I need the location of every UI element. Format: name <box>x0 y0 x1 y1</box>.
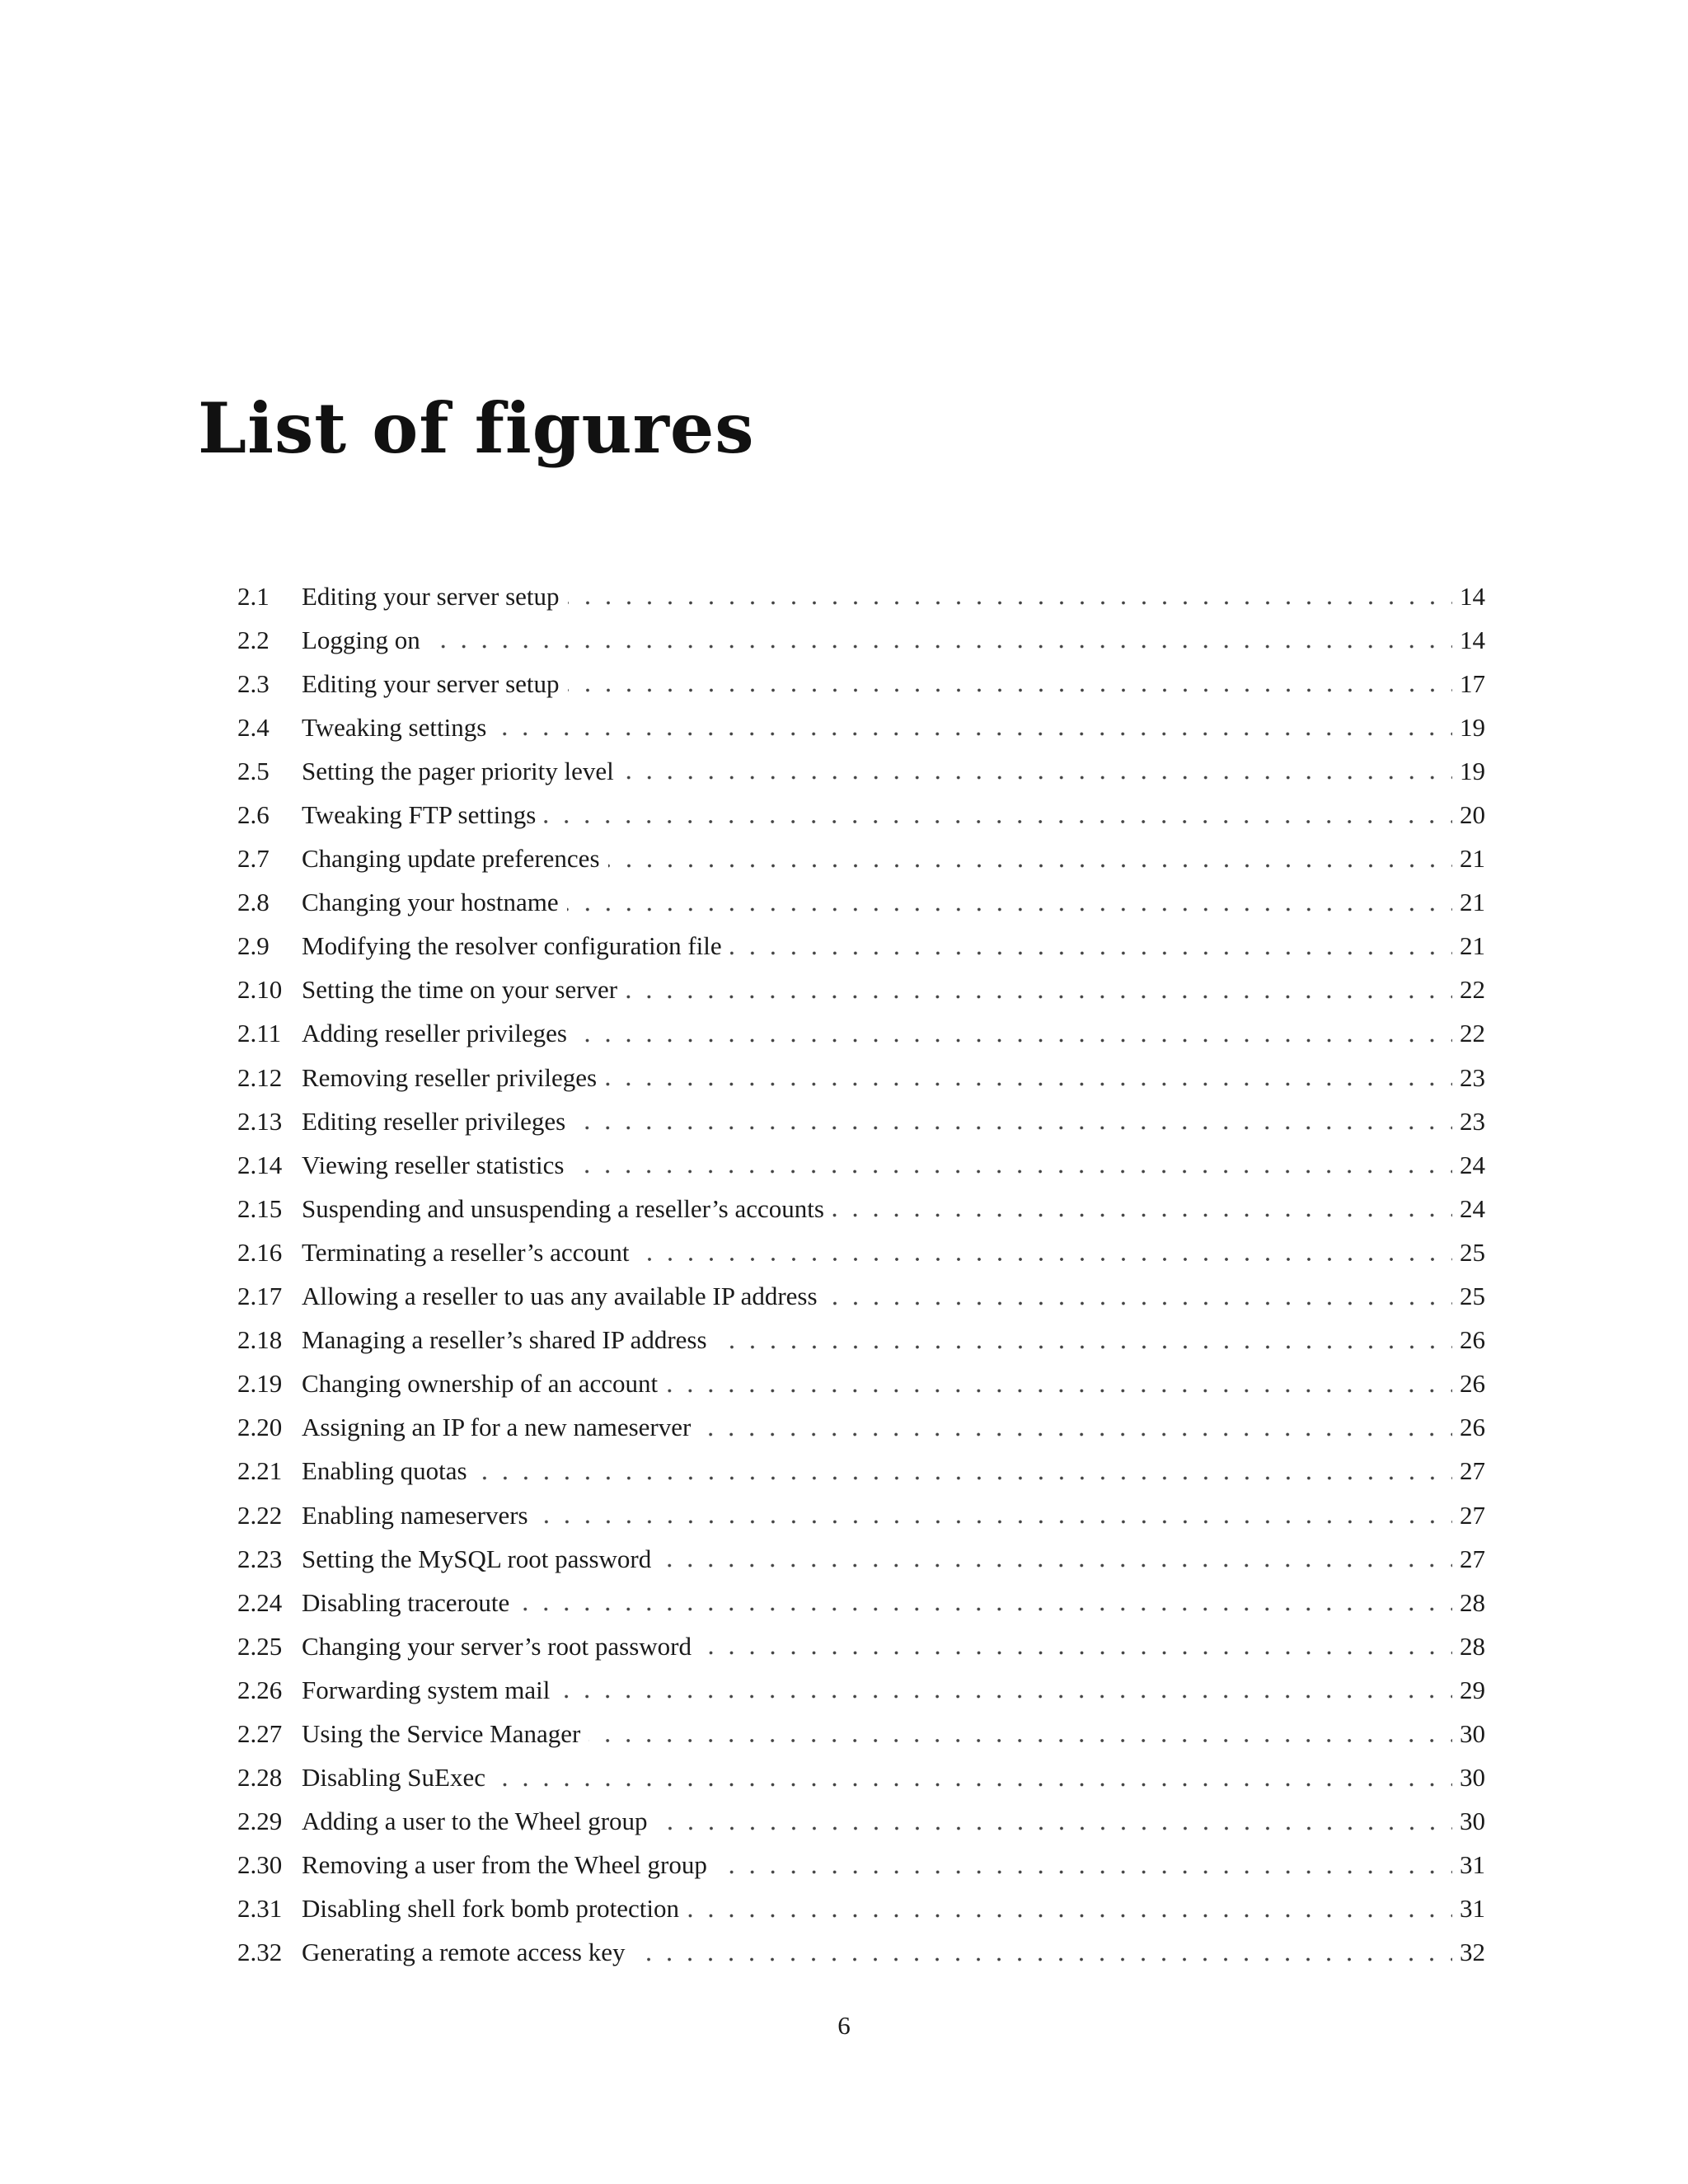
figure-entry[interactable] <box>237 1712 1485 1755</box>
figure-number: 2.26 <box>237 1675 283 1704</box>
figure-number: 2.3 <box>237 668 270 698</box>
figure-title: Changing update preferences <box>302 844 608 874</box>
figure-entry[interactable] <box>237 793 1485 837</box>
figure-page-number: 23 <box>1460 1062 1485 1092</box>
figure-number: 2.10 <box>237 975 283 1005</box>
figure-number: 2.14 <box>237 1150 283 1179</box>
figure-page-number: 30 <box>1460 1718 1485 1748</box>
figure-number: 2.30 <box>237 1850 283 1880</box>
figure-page-number: 21 <box>1460 844 1485 874</box>
figure-number: 2.5 <box>237 756 270 785</box>
figure-entry[interactable] <box>237 1450 1485 1493</box>
figure-number: 2.4 <box>237 712 270 742</box>
figure-entry[interactable] <box>237 1931 1485 1975</box>
figure-title: Disabling traceroute <box>302 1588 518 1618</box>
figure-title: Setting the time on your server <box>302 975 626 1005</box>
figure-entry[interactable] <box>237 1099 1485 1143</box>
dot-leader <box>518 1581 1452 1615</box>
figure-entry[interactable] <box>237 1275 1485 1319</box>
figure-title: Adding a user to the Wheel group <box>302 1807 656 1836</box>
figure-title: Generating a remote access key <box>302 1938 633 1967</box>
dot-leader <box>687 1887 1452 1921</box>
dot-leader <box>832 1187 1452 1221</box>
figure-entry[interactable] <box>237 1668 1485 1712</box>
figure-entry[interactable] <box>237 968 1485 1012</box>
figure-number: 2.12 <box>237 1062 283 1092</box>
dot-leader <box>633 1931 1452 1965</box>
figure-title: Modifying the resolver configuration file <box>302 931 730 961</box>
figure-title: Editing your server setup <box>302 669 568 699</box>
dot-leader <box>826 1275 1452 1309</box>
figure-title: Terminating a reseller’s account <box>302 1238 638 1268</box>
figure-number: 2.21 <box>237 1456 283 1486</box>
figure-number: 2.27 <box>237 1718 283 1748</box>
figure-entry[interactable] <box>237 749 1485 793</box>
figure-page-number: 26 <box>1460 1413 1485 1442</box>
figure-title: Viewing reseller statistics <box>302 1151 572 1180</box>
figure-entry[interactable] <box>237 881 1485 925</box>
figure-entry[interactable] <box>237 925 1485 968</box>
figure-page-number: 26 <box>1460 1325 1485 1355</box>
figure-page-number: 14 <box>1460 581 1485 611</box>
figure-title: Using the Service Manager <box>302 1719 588 1749</box>
figure-number: 2.11 <box>237 1019 282 1048</box>
figure-title: Changing your server’s root password <box>302 1632 700 1661</box>
figure-number: 2.29 <box>237 1807 283 1836</box>
figure-page-number: 27 <box>1460 1500 1485 1530</box>
figure-entry[interactable] <box>237 1844 1485 1887</box>
figure-number: 2.8 <box>237 888 270 917</box>
figure-number: 2.9 <box>237 931 270 961</box>
figure-entry[interactable] <box>237 1537 1485 1581</box>
dot-leader <box>575 1012 1452 1046</box>
figure-entry[interactable] <box>237 1624 1485 1668</box>
figure-page-number: 19 <box>1460 756 1485 785</box>
figure-entry[interactable] <box>237 837 1485 881</box>
figure-entry[interactable] <box>237 1012 1485 1056</box>
figure-title: Assigning an IP for a new nameserver <box>302 1413 699 1442</box>
dot-leader <box>495 705 1452 739</box>
dot-leader <box>656 1800 1452 1834</box>
dot-leader <box>715 1319 1452 1352</box>
figure-number: 2.25 <box>237 1631 283 1661</box>
figure-title: Editing your server setup <box>302 582 568 612</box>
figure-page-number: 21 <box>1460 931 1485 961</box>
dot-leader <box>605 1056 1452 1090</box>
figure-entry[interactable] <box>237 1406 1485 1450</box>
figure-number: 2.28 <box>237 1763 283 1793</box>
dot-leader <box>588 1712 1452 1746</box>
figure-number: 2.22 <box>237 1500 283 1530</box>
figure-entry[interactable] <box>237 1319 1485 1362</box>
figure-entry[interactable] <box>237 1887 1485 1931</box>
figure-page-number: 25 <box>1460 1237 1485 1267</box>
dot-leader <box>730 925 1452 958</box>
figure-entry[interactable] <box>237 1756 1485 1800</box>
figure-page-number: 22 <box>1460 975 1485 1005</box>
figure-page-number: 25 <box>1460 1282 1485 1311</box>
figure-title: Changing ownership of an account <box>302 1369 666 1399</box>
figure-title: Removing a user from the Wheel group <box>302 1850 715 1880</box>
figure-title: Tweaking FTP settings <box>302 800 544 830</box>
figure-entry[interactable] <box>237 1230 1485 1274</box>
dot-leader <box>494 1756 1452 1790</box>
figure-entry[interactable] <box>237 1143 1485 1187</box>
figure-number: 2.2 <box>237 625 270 654</box>
figure-entry[interactable] <box>237 1800 1485 1844</box>
figure-entry[interactable] <box>237 1362 1485 1406</box>
figure-title: Disabling SuExec <box>302 1763 494 1793</box>
figure-number: 2.32 <box>237 1938 283 1967</box>
dot-leader <box>699 1406 1452 1440</box>
figure-number: 2.23 <box>237 1544 283 1573</box>
page-heading: List of figures <box>198 387 755 469</box>
figure-number: 2.6 <box>237 800 270 830</box>
figure-page-number: 22 <box>1460 1019 1485 1048</box>
dot-leader <box>608 837 1452 871</box>
figure-number: 2.1 <box>237 581 270 611</box>
figure-entry[interactable] <box>237 1056 1485 1099</box>
figure-page-number: 30 <box>1460 1807 1485 1836</box>
dot-leader <box>476 1450 1452 1483</box>
figure-title: Setting the pager priority level <box>302 757 622 786</box>
dot-leader <box>568 574 1452 608</box>
dot-leader <box>558 1668 1452 1702</box>
dot-leader <box>537 1493 1452 1527</box>
dot-leader <box>666 1362 1452 1396</box>
figure-page-number: 32 <box>1460 1938 1485 1967</box>
figure-title: Enabling nameservers <box>302 1501 537 1530</box>
figure-page-number: 29 <box>1460 1675 1485 1704</box>
figure-page-number: 24 <box>1460 1150 1485 1179</box>
figure-page-number: 26 <box>1460 1369 1485 1399</box>
dot-leader <box>429 618 1452 652</box>
figure-number: 2.31 <box>237 1894 283 1924</box>
figure-title: Changing your hostname <box>302 888 567 917</box>
figure-number: 2.20 <box>237 1413 283 1442</box>
figure-number: 2.18 <box>237 1325 283 1355</box>
figure-entry[interactable] <box>237 574 1485 618</box>
figure-page-number: 27 <box>1460 1544 1485 1573</box>
figure-title: Enabling quotas <box>302 1456 476 1486</box>
figure-title: Tweaking settings <box>302 713 495 743</box>
figure-list <box>237 574 1485 1975</box>
figure-page-number: 27 <box>1460 1456 1485 1486</box>
dot-leader <box>568 662 1452 696</box>
figure-title: Forwarding system mail <box>302 1675 558 1705</box>
figure-number: 2.17 <box>237 1282 283 1311</box>
figure-page-number: 20 <box>1460 800 1485 830</box>
page-number-footer: 6 <box>837 2011 851 2040</box>
figure-number: 2.15 <box>237 1193 283 1223</box>
figure-title: Disabling shell fork bomb protection <box>302 1894 687 1924</box>
figure-title: Setting the MySQL root password <box>302 1544 659 1574</box>
figure-page-number: 14 <box>1460 625 1485 654</box>
figure-page-number: 23 <box>1460 1106 1485 1136</box>
figure-title: Managing a reseller’s shared IP address <box>302 1325 715 1355</box>
figure-entry[interactable] <box>237 705 1485 749</box>
figure-number: 2.7 <box>237 844 270 874</box>
figure-number: 2.19 <box>237 1369 283 1399</box>
dot-leader <box>626 968 1452 1002</box>
figure-page-number: 17 <box>1460 668 1485 698</box>
figure-number: 2.13 <box>237 1106 283 1136</box>
dot-leader <box>715 1844 1452 1877</box>
dot-leader <box>574 1099 1452 1133</box>
figure-entry[interactable] <box>237 1187 1485 1230</box>
figure-number: 2.24 <box>237 1587 283 1617</box>
figure-page-number: 28 <box>1460 1587 1485 1617</box>
figure-number: 2.16 <box>237 1237 283 1267</box>
figure-entry[interactable] <box>237 1493 1485 1537</box>
figure-page-number: 30 <box>1460 1763 1485 1793</box>
figure-title: Allowing a reseller to uas any available IP address <box>302 1282 826 1311</box>
figure-page-number: 24 <box>1460 1193 1485 1223</box>
dot-leader <box>659 1537 1452 1571</box>
figure-page-number: 21 <box>1460 888 1485 917</box>
dot-leader <box>622 749 1452 783</box>
figure-entry[interactable] <box>237 618 1485 662</box>
figure-title: Editing reseller privileges <box>302 1107 574 1137</box>
figure-page-number: 31 <box>1460 1850 1485 1880</box>
dot-leader <box>567 881 1452 915</box>
figure-page-number: 28 <box>1460 1631 1485 1661</box>
figure-title: Removing reseller privileges <box>302 1063 605 1093</box>
figure-title: Adding reseller privileges <box>302 1019 575 1048</box>
dot-leader <box>638 1230 1452 1264</box>
figure-page-number: 19 <box>1460 712 1485 742</box>
figure-entry[interactable] <box>237 1581 1485 1624</box>
figure-title: Suspending and unsuspending a reseller’s accounts <box>302 1194 832 1224</box>
dot-leader <box>572 1143 1452 1177</box>
dot-leader <box>700 1624 1452 1658</box>
figure-title: Logging on <box>302 626 429 655</box>
dot-leader <box>544 793 1452 827</box>
figure-entry[interactable] <box>237 662 1485 705</box>
figure-page-number: 31 <box>1460 1894 1485 1924</box>
